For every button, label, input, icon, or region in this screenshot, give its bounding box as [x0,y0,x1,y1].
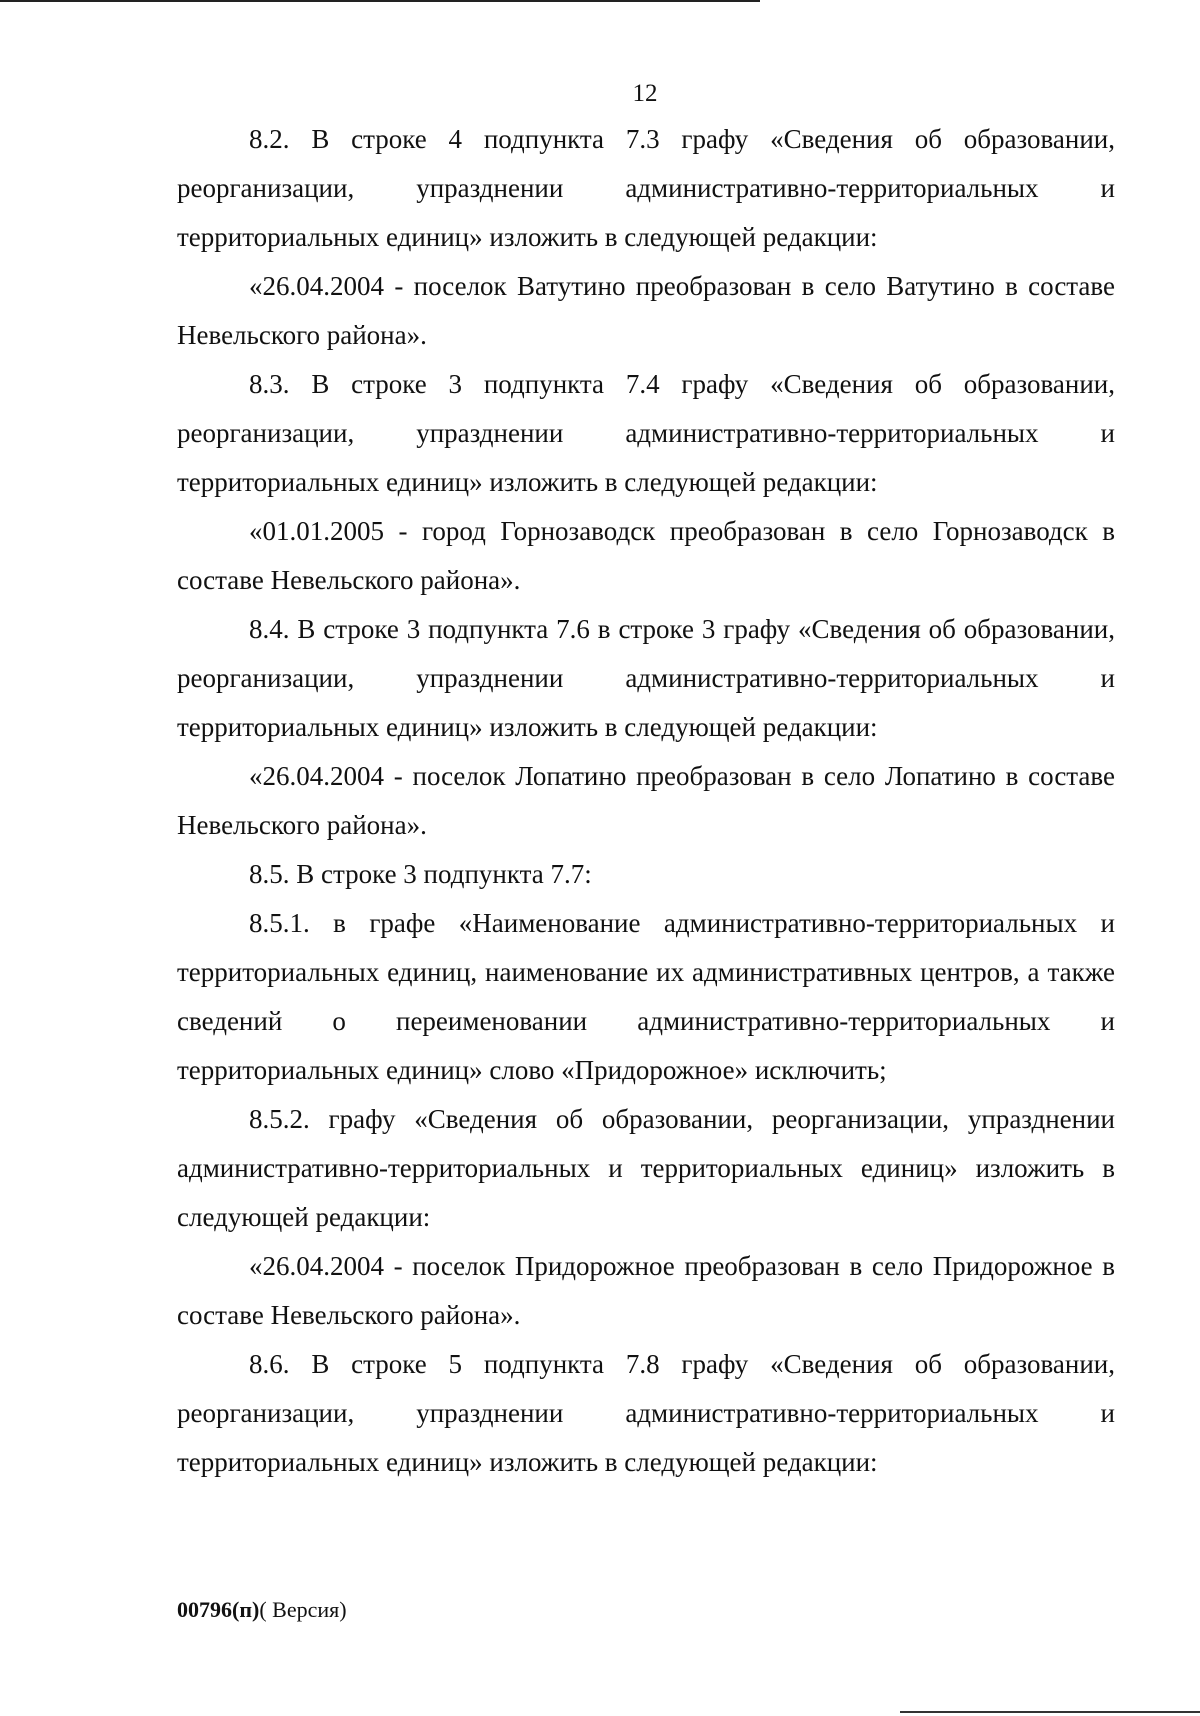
paragraph-8-6: 8.6. В строке 5 подпункта 7.8 графу «Сведения об образовании, реорганизации, упразднении административно-территориальных и территориальных единиц» изложить в следующей редакции: [177,1349,1115,1477]
paragraph-8-5-1: 8.5.1. в графе «Наименование административно-территориальных и территориальных единиц, наименование их административных центров, а также сведений о переименовании административно-территориальных и территориальных единиц» слово «Придорожное» исключить; [177,908,1115,1085]
paragraph-8-5-2-quote: «26.04.2004 - поселок Придорожное преобразован в село Придорожное в составе Невельского района». [177,1251,1115,1330]
document-body [177,115,1115,1487]
document-code: 00796(п) [177,1597,260,1622]
paragraph-8-4-quote: «26.04.2004 - поселок Лопатино преобразован в село Лопатино в составе Невельского района». [177,761,1115,840]
paragraph-8-2: 8.2. В строке 4 подпункта 7.3 графу «Сведения об образовании, реорганизации, упразднении административно-территориальных и территориальных единиц» изложить в следующей редакции: [177,124,1115,252]
paragraph-8-3-quote: «01.01.2005 - город Горнозаводск преобразован в село Горнозаводск в составе Невельского района». [177,516,1115,595]
top-rule [0,0,760,2]
bottom-rule [900,1711,1200,1713]
page-number: 12 [632,80,658,107]
paragraph-8-4: 8.4. В строке 3 подпункта 7.6 в строке 3 графу «Сведения об образовании, реорганизации, упразднении административно-территориальных и территориальных единиц» изложить в следующей редакции: [177,614,1115,742]
paragraph-8-5: 8.5. В строке 3 подпункта 7.7: [249,859,592,889]
document-footer [177,1597,347,1623]
document-version: ( Версия) [259,1597,347,1622]
paragraph-8-5-2: 8.5.2. графу «Сведения об образовании, реорганизации, упразднении административно-территориальных и территориальных единиц» изложить в следующей редакции: [177,1104,1115,1232]
paragraph-8-2-quote: «26.04.2004 - поселок Ватутино преобразован в село Ватутино в составе Невельского района». [177,271,1115,350]
paragraph-8-3: 8.3. В строке 3 подпункта 7.4 графу «Сведения об образовании, реорганизации, упразднении административно-территориальных и территориальных единиц» изложить в следующей редакции: [177,369,1115,497]
